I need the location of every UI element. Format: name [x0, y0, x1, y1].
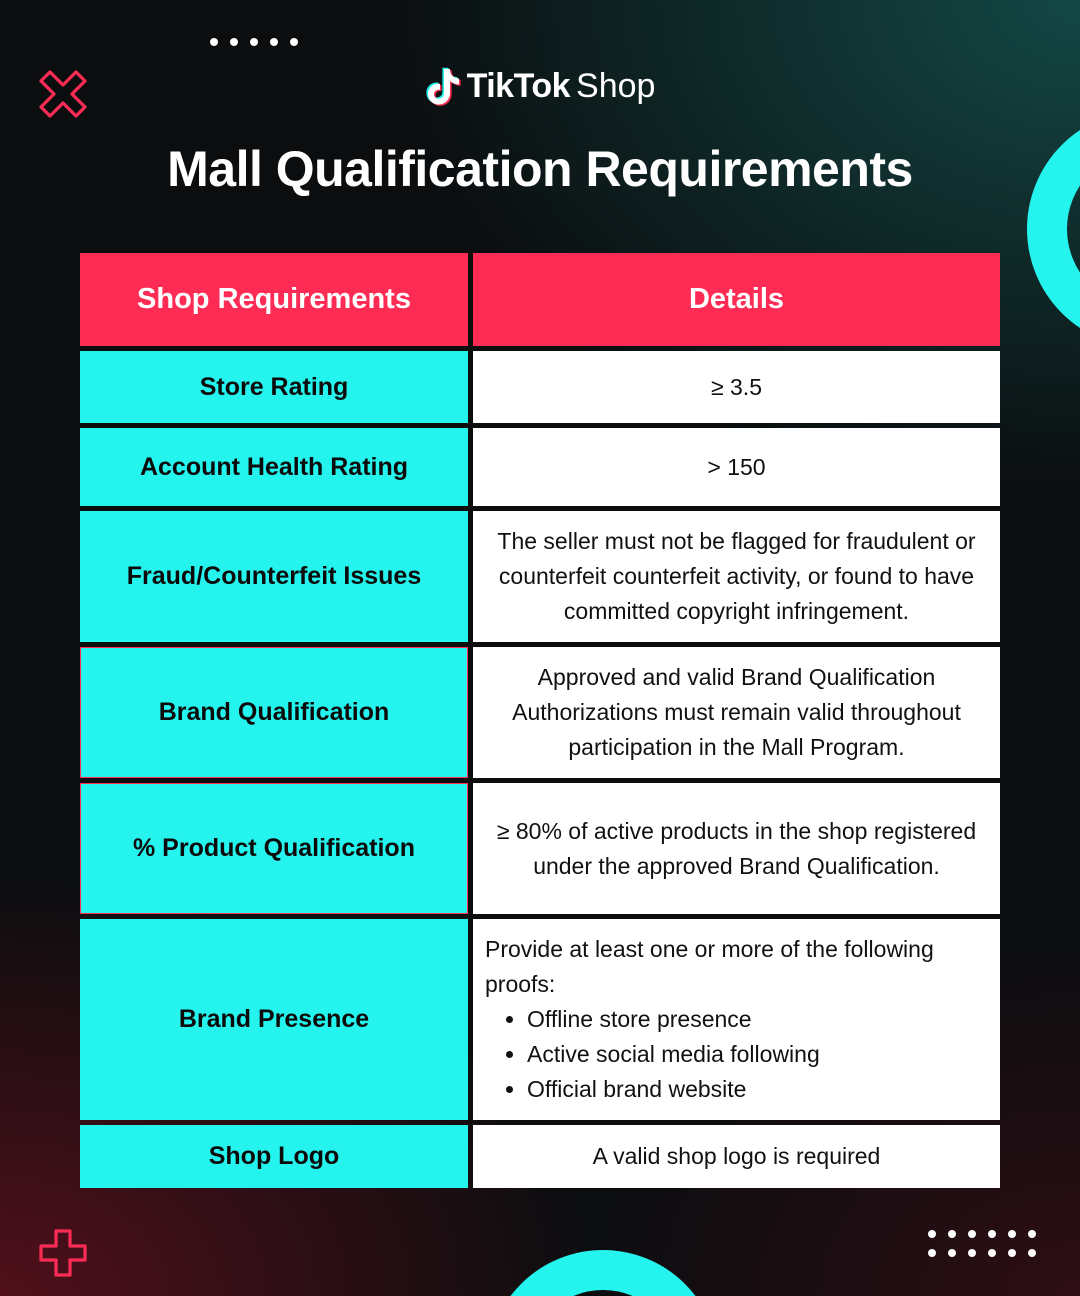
requirement-label: Shop Logo — [80, 1125, 468, 1188]
table-row — [80, 428, 1000, 506]
table-row — [80, 1125, 1000, 1188]
requirement-label: % Product Qualification — [80, 783, 468, 914]
requirement-details: Approved and valid Brand Qualification Authorizations must remain valid throughout participation in the Mall Program. — [473, 647, 1000, 778]
table-row — [80, 647, 1000, 778]
table-row — [80, 783, 1000, 914]
brand-suffix: Shop — [576, 66, 656, 105]
requirement-label: Fraud/Counterfeit Issues — [80, 511, 468, 642]
tiktok-note-icon — [425, 66, 461, 106]
requirement-label: Store Rating — [80, 351, 468, 423]
decorative-ring-bottom — [488, 1238, 718, 1296]
requirements-table — [80, 253, 1000, 1193]
table-row — [80, 511, 1000, 642]
requirement-label: Account Health Rating — [80, 428, 468, 506]
requirement-details: The seller must not be flagged for fraudulent or counterfeit counterfeit activity, or found to have committed copyright infringement. — [473, 511, 1000, 642]
table-header-row — [80, 253, 1000, 346]
list-item: • Active social media following — [527, 1037, 988, 1072]
header-details: Details — [473, 253, 1000, 346]
requirement-label: Brand Qualification — [80, 647, 468, 778]
plus-cross-icon — [38, 1228, 88, 1278]
brand-presence-intro: Provide at least one or more of the following proofs: — [485, 936, 934, 997]
table-row — [80, 919, 1000, 1120]
proof-list — [485, 1002, 988, 1107]
list-item: • Offline store presence — [527, 1002, 988, 1037]
list-item: • Official brand website — [527, 1072, 988, 1107]
requirement-details: > 150 — [473, 428, 1000, 506]
requirement-details: A valid shop logo is required — [473, 1125, 1000, 1188]
brand-logo — [0, 66, 1080, 106]
header-shop-requirements: Shop Requirements — [80, 253, 468, 346]
decorative-dots-bottom — [928, 1230, 1036, 1257]
requirement-details: ≥ 80% of active products in the shop registered under the approved Brand Qualification. — [473, 783, 1000, 914]
requirement-label: Brand Presence — [80, 919, 468, 1120]
decorative-dots-top — [210, 38, 298, 46]
table-row — [80, 351, 1000, 423]
requirement-details — [473, 919, 1000, 1120]
requirement-details: ≥ 3.5 — [473, 351, 1000, 423]
page-title: Mall Qualification Requirements — [167, 141, 913, 197]
brand-name: TikTok — [466, 66, 571, 105]
